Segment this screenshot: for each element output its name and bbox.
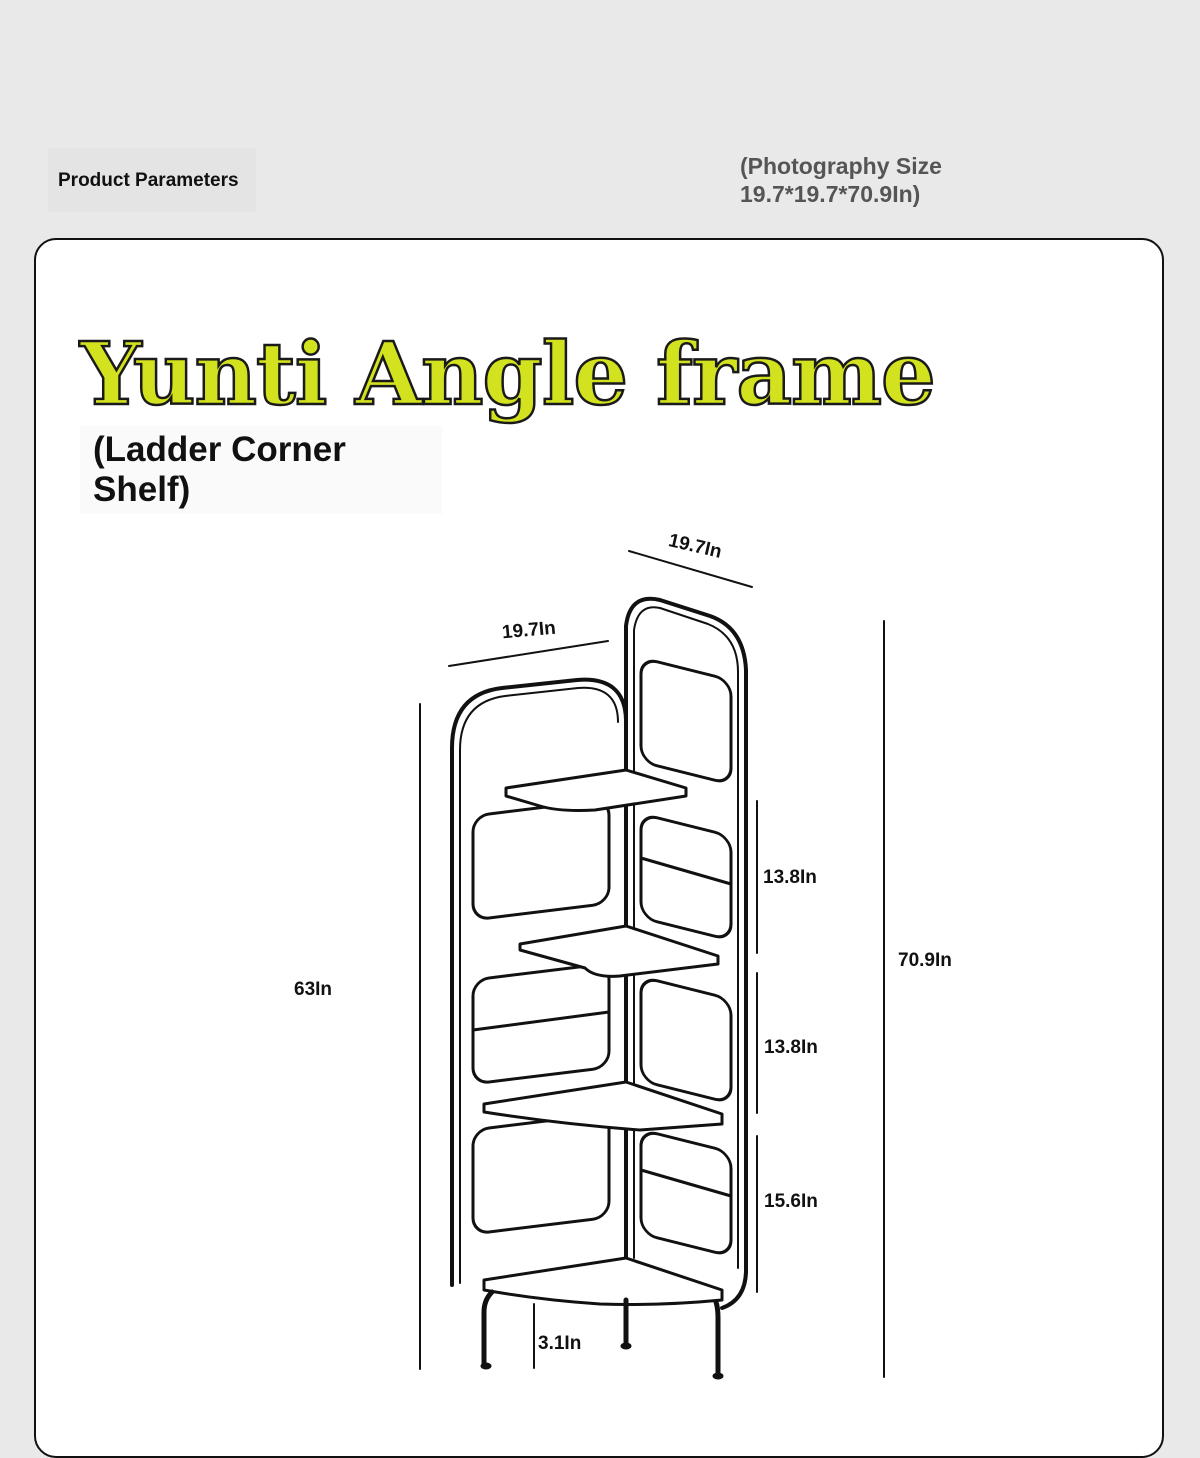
dim-label-back-depth: 19.7In bbox=[666, 530, 724, 563]
dim-label-gap-1: 13.8In bbox=[763, 867, 817, 888]
leg-front-left bbox=[484, 1292, 492, 1364]
left-window-3 bbox=[473, 1113, 609, 1234]
leg-front-right bbox=[716, 1302, 718, 1374]
left-rail-2 bbox=[473, 1012, 609, 1030]
dim-label-leg-height: 3.1In bbox=[538, 1333, 582, 1354]
right-rail-2 bbox=[641, 858, 731, 884]
dim-label-gap-3: 15.6In bbox=[764, 1191, 818, 1212]
dim-line-front-width bbox=[449, 641, 608, 666]
dim-label-total-height: 70.9In bbox=[898, 950, 952, 971]
shelf-1 bbox=[506, 770, 686, 811]
right-window-3 bbox=[641, 977, 731, 1103]
foot-back bbox=[621, 1343, 631, 1349]
product-subtitle: (Ladder Corner Shelf) bbox=[93, 430, 346, 509]
dim-label-side-height: 63In bbox=[294, 979, 333, 1000]
foot-front-left bbox=[481, 1363, 491, 1369]
left-window-1 bbox=[473, 799, 609, 920]
shelf-2 bbox=[520, 926, 718, 976]
right-rail-4 bbox=[641, 1170, 731, 1196]
dim-label-gap-2: 13.8In bbox=[764, 1037, 818, 1058]
section-label: Product Parameters bbox=[58, 170, 239, 191]
photography-size-line2: 19.7*19.7*70.9In) bbox=[740, 181, 921, 207]
dim-label-front-width: 19.7In bbox=[501, 617, 557, 644]
right-window-2 bbox=[641, 814, 731, 940]
product-title: Yunti Angle frame bbox=[80, 324, 935, 425]
photography-size-line1: (Photography Size bbox=[740, 153, 942, 179]
foot-front-right bbox=[713, 1373, 723, 1379]
left-window-2 bbox=[473, 963, 609, 1084]
shelf-4 bbox=[484, 1258, 722, 1305]
right-window-1 bbox=[641, 658, 731, 784]
